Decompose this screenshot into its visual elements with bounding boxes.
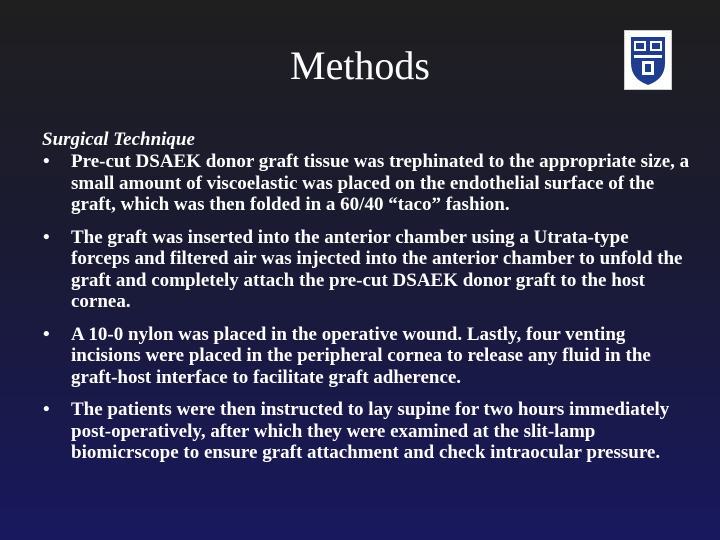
bullet-marker: •	[43, 399, 50, 420]
slide-body	[42, 129, 692, 475]
bullet-marker: •	[43, 323, 50, 345]
bullet-item	[42, 151, 692, 216]
bullet-marker: •	[43, 151, 50, 172]
bullet-item	[42, 324, 692, 389]
bullet-item	[42, 399, 692, 464]
university-shield-icon	[624, 30, 672, 90]
slide-title: Methods	[290, 43, 430, 88]
bullet-text: The patients were then instructed to lay supine for two hours immediately post-operatively, after which they were examined at the slit-lamp biomicrscope to ensure graft attachment and check intraocular pressure.	[71, 399, 670, 463]
section-heading: Surgical Technique	[42, 129, 195, 150]
bullet-text: The graft was inserted into the anterior chamber using a Utrata-type forceps and filtered air was injected into the anterior chamber to unfold the graft and completely attach the pre-cut DSAEK donor graft to the host cornea.	[71, 226, 683, 312]
bullet-text: Pre-cut DSAEK donor graft tissue was trephinated to the appropriate size, a small amount of viscoelastic was placed on the endothelial surface of the graft, which was then folded in a 60/40 “taco” fashion.	[71, 151, 690, 215]
bullet-marker: •	[43, 226, 50, 248]
bullet-list	[42, 151, 692, 464]
bullet-item	[42, 227, 692, 313]
bullet-text: A 10-0 nylon was placed in the operative wound. Lastly, four venting incisions were placed in the peripheral cornea to release any fluid in the graft-host interface to facilitate graft adherence.	[71, 323, 651, 388]
